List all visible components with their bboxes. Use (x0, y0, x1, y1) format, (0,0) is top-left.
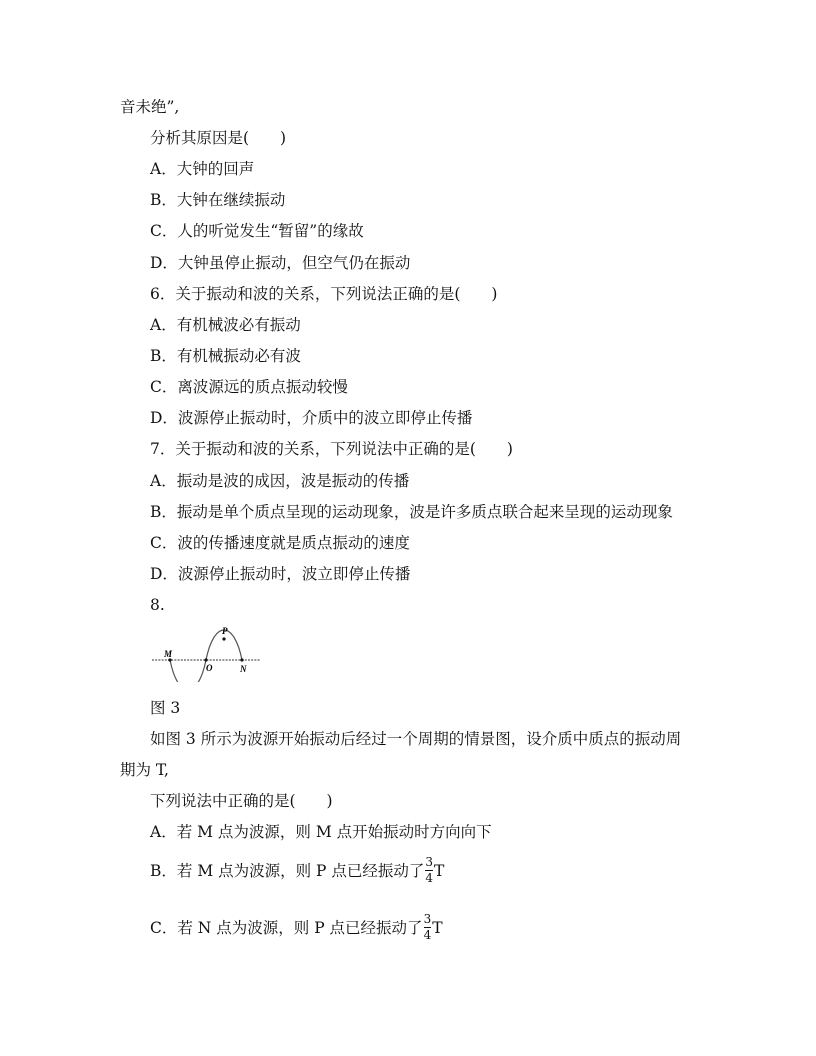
label-n: N (240, 664, 247, 674)
option-8b-tail: T (434, 861, 445, 880)
option-5b: B．大钟在继续振动 (150, 191, 286, 209)
fraction-3-4 (425, 856, 433, 885)
question-7: 7．关于振动和波的关系，下列说法中正确的是( ) (150, 440, 513, 458)
option-7b: B．振动是单个质点呈现的运动现象，波是许多质点联合起来呈现的运动现象 (150, 503, 673, 521)
option-6b: B．有机械振动必有波 (150, 347, 301, 365)
option-6c: C．离波源远的质点振动较慢 (150, 378, 348, 396)
option-8b-text: B．若 M 点为波源，则 P 点已经振动了 (150, 861, 425, 880)
fraction-numerator: 3 (423, 912, 432, 926)
fraction-denominator: 4 (425, 871, 434, 885)
option-5d: D．大钟虽停止振动，但空气仍在振动 (150, 254, 411, 272)
question-8-stem-cont: 期为 T, (120, 761, 169, 779)
option-8c-text: C．若 N 点为波源，则 P 点已经振动了 (150, 918, 423, 937)
question-5-prompt: 分析其原因是( ) (150, 129, 287, 147)
figure-caption: 图 3 (150, 699, 181, 717)
label-m: M (164, 649, 173, 659)
label-o: O (206, 663, 213, 673)
line-0: 音未绝”, (120, 98, 180, 116)
option-8a: A．若 M 点为波源，则 M 点开始振动时方向向下 (150, 823, 492, 841)
question-8-stem: 如图 3 所示为波源开始振动后经过一个周期的情景图，设介质中质点的振动周 (150, 730, 682, 748)
question-6: 6．关于振动和波的关系，下列说法正确的是( ) (150, 285, 498, 303)
option-6d: D．波源停止振动时，介质中的波立即停止传播 (150, 409, 473, 427)
option-8c (150, 913, 443, 942)
wave-figure (150, 622, 262, 682)
option-5c: C．人的听觉发生“暂留”的缘故 (150, 222, 364, 240)
option-8c-tail: T (432, 918, 443, 937)
fraction-numerator: 3 (425, 855, 434, 869)
fraction-denominator: 4 (423, 928, 432, 942)
option-6a: A．有机械波必有振动 (150, 316, 301, 334)
wave-curve (170, 630, 242, 682)
question-8-number: 8. (150, 596, 165, 614)
option-5a: A．大钟的回声 (150, 160, 255, 178)
option-8b (150, 856, 444, 885)
point-p-dot (222, 637, 225, 640)
fraction-3-4 (424, 913, 432, 942)
point-o-dot (204, 658, 207, 661)
point-n-dot (240, 658, 243, 661)
option-7a: A．振动是波的成因，波是振动的传播 (150, 472, 410, 490)
question-8-prompt: 下列说法中正确的是( ) (150, 792, 333, 810)
option-7c: C．波的传播速度就是质点振动的速度 (150, 534, 410, 552)
label-p: P (222, 626, 228, 636)
option-7d: D．波源停止振动时，波立即停止传播 (150, 565, 411, 583)
